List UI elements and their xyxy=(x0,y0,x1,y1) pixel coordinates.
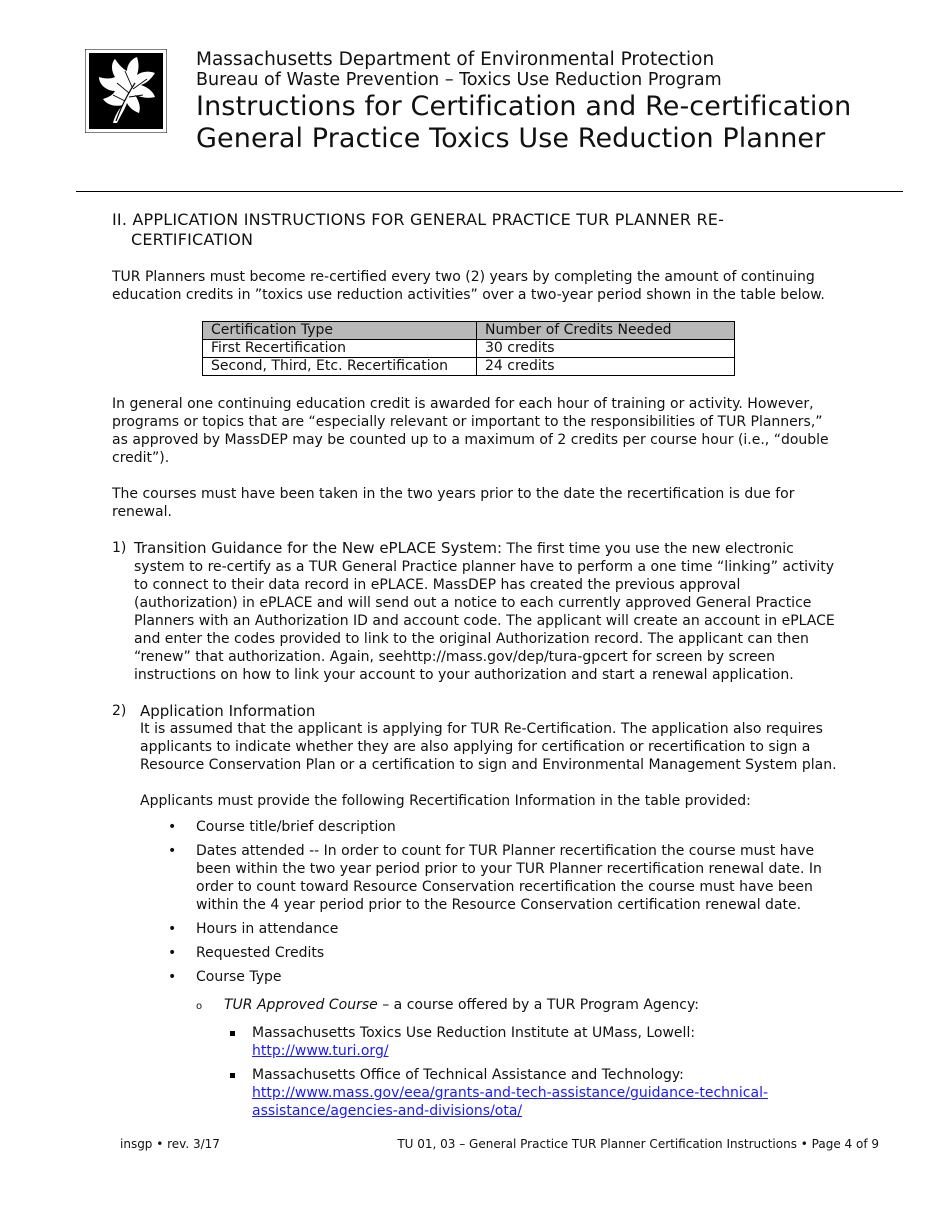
list-item: Massachusetts Office of Technical Assistance and Technology: http://www.mass.gov/eea/grants-and-tech-assistance/guidance-technical-assistance/agencies-and-divisions/ota/ xyxy=(252,1066,842,1120)
table-row xyxy=(203,358,735,376)
list-item: • Requested Credits xyxy=(168,945,325,961)
table-cell: 30 credits xyxy=(477,340,735,358)
doc-title-line1: Instructions for Certification and Re-certification xyxy=(196,91,852,122)
header-divider xyxy=(76,191,903,192)
table-cell: Second, Third, Etc. Recertification xyxy=(203,358,477,376)
bullet-icon: • xyxy=(168,921,177,937)
agency-list xyxy=(224,1024,842,1120)
recert-info-list xyxy=(112,818,842,1120)
table-header-cell: Certification Type xyxy=(203,322,477,340)
section-heading: II. APPLICATION INSTRUCTIONS FOR GENERAL PRACTICE TUR PLANNER RE-CERTIFICATION xyxy=(112,210,725,249)
intro-paragraph: TUR Planners must become re-certified every two (2) years by completing the amount of continuing education credits in ”toxics use reduction activities” over a two-year period shown in the table below. xyxy=(112,269,825,303)
list-item: • Dates attended -- In order to count for TUR Planner recertification the course must have been within the two year period prior to your TUR Planner recertification renewal date. In order to count toward Resource Conservation recertification the course must have been within the 4 year period prior to the Resource Conservation certification renewal date. xyxy=(168,843,822,913)
ota-link[interactable]: http://www.mass.gov/eea/grants-and-tech-assistance/guidance-technical-assistance/agencies-and-divisions/ota/ xyxy=(252,1085,769,1119)
list-item: • Course Type o TUR Approved Course – a course offered by a TUR Program Agency: Massachusetts Toxics Use Reduction Institute at UMass, Lowell: http://www.turi.org/ Massachusetts Office of Technical Assistance and Technology: http://www.mass.gov/eea/grants-and-tech-assistance/guidance-technical-assistance/agencies-and-divisions/ota/ xyxy=(196,968,842,1120)
list-item: o TUR Approved Course – a course offered by a TUR Program Agency: Massachusetts Toxics Use Reduction Institute at UMass, Lowell: http://www.turi.org/ Massachusetts Office of Technical Assistance and Technology: http://www.mass.gov/eea/grants-and-tech-assistance/guidance-technical-assistance/agencies-and-divisions/ota/ xyxy=(224,996,842,1120)
bullet-icon: • xyxy=(168,843,177,859)
table-cell: 24 credits xyxy=(477,358,735,376)
bureau-name: Bureau of Waste Prevention – Toxics Use Reduction Program xyxy=(196,70,722,90)
item-text: It is assumed that the applicant is applying for TUR Re-Certification. The application also requires applicants to indicate whether they are also applying for certification or recertification to sign a Resource Conservation Plan or a certification to sign and Environmental Management System plan. xyxy=(140,721,837,773)
turi-link[interactable]: http://www.turi.org/ xyxy=(252,1043,389,1059)
credit-paragraph: In general one continuing education credit is awarded for each hour of training or activity. However, programs or topics that are “especially relevant or important to the responsibilities of TUR Planners,” as approved by MassDEP may be counted up to a maximum of 2 credits per course hour (i.e., “double credit”). xyxy=(112,396,829,466)
list-item: • Hours in attendance xyxy=(168,921,339,937)
course-type-list xyxy=(196,996,842,1120)
table-row xyxy=(203,340,735,358)
item-heading: Transition Guidance for the New ePLACE System: xyxy=(134,539,503,557)
table-header-row xyxy=(203,322,735,340)
list-item: • Course title/brief description xyxy=(168,819,396,835)
item-number: 2) xyxy=(112,703,127,719)
table-header-cell: Number of Credits Needed xyxy=(477,322,735,340)
org-name: Massachusetts Department of Environmental Protection xyxy=(196,49,715,70)
list-item: Massachusetts Toxics Use Reduction Institute at UMass, Lowell: http://www.turi.org/ xyxy=(252,1024,842,1060)
credits-table xyxy=(202,321,735,376)
bullet-icon: • xyxy=(168,969,177,985)
tur-approved-course-label: TUR Approved Course xyxy=(224,997,378,1013)
footer-revision: insgp • rev. 3/17 xyxy=(120,1137,220,1151)
massdep-oak-leaf-logo xyxy=(85,49,167,133)
footer-page-info: TU 01, 03 – General Practice TUR Planner Certification Instructions • Page 4 of 9 xyxy=(397,1137,879,1151)
circle-bullet-icon: o xyxy=(196,1001,203,1012)
numbered-item-transition xyxy=(112,539,842,684)
square-bullet-icon xyxy=(230,1073,235,1078)
document-header xyxy=(196,49,851,155)
numbered-item-application-info xyxy=(112,702,842,810)
table-cell: First Recertification xyxy=(203,340,477,358)
bullet-icon: • xyxy=(168,819,177,835)
item-heading: Application Information xyxy=(140,702,316,720)
bullet-icon: • xyxy=(168,945,177,961)
main-content xyxy=(112,210,842,1126)
item-text-2: Applicants must provide the following Recertification Information in the table provided: xyxy=(140,793,751,809)
doc-title-line2: General Practice Toxics Use Reduction Planner xyxy=(196,123,826,154)
timing-paragraph: The courses must have been taken in the two years prior to the date the recertification is due for renewal. xyxy=(112,486,795,520)
item-text: The first time you use the new electronic system to re-certify as a TUR General Practice planner have to perform a one time “linking” activity to connect to their data record in ePLACE. MassDEP has created the previous approval (authorization) in ePLACE and will send out a notice to each currently approved General Practice Planners with an Authorization ID and account code. The applicant will create an account in ePLACE and enter the codes provided to link to the original Authorization record. The applicant can then “renew” that authorization. Again, seehttp://mass.gov/dep/tura-gpcert for screen by screen instructions on how to link your account to your authorization and start a renewal application. xyxy=(134,541,835,683)
square-bullet-icon xyxy=(230,1031,235,1036)
item-number: 1) xyxy=(112,540,127,556)
